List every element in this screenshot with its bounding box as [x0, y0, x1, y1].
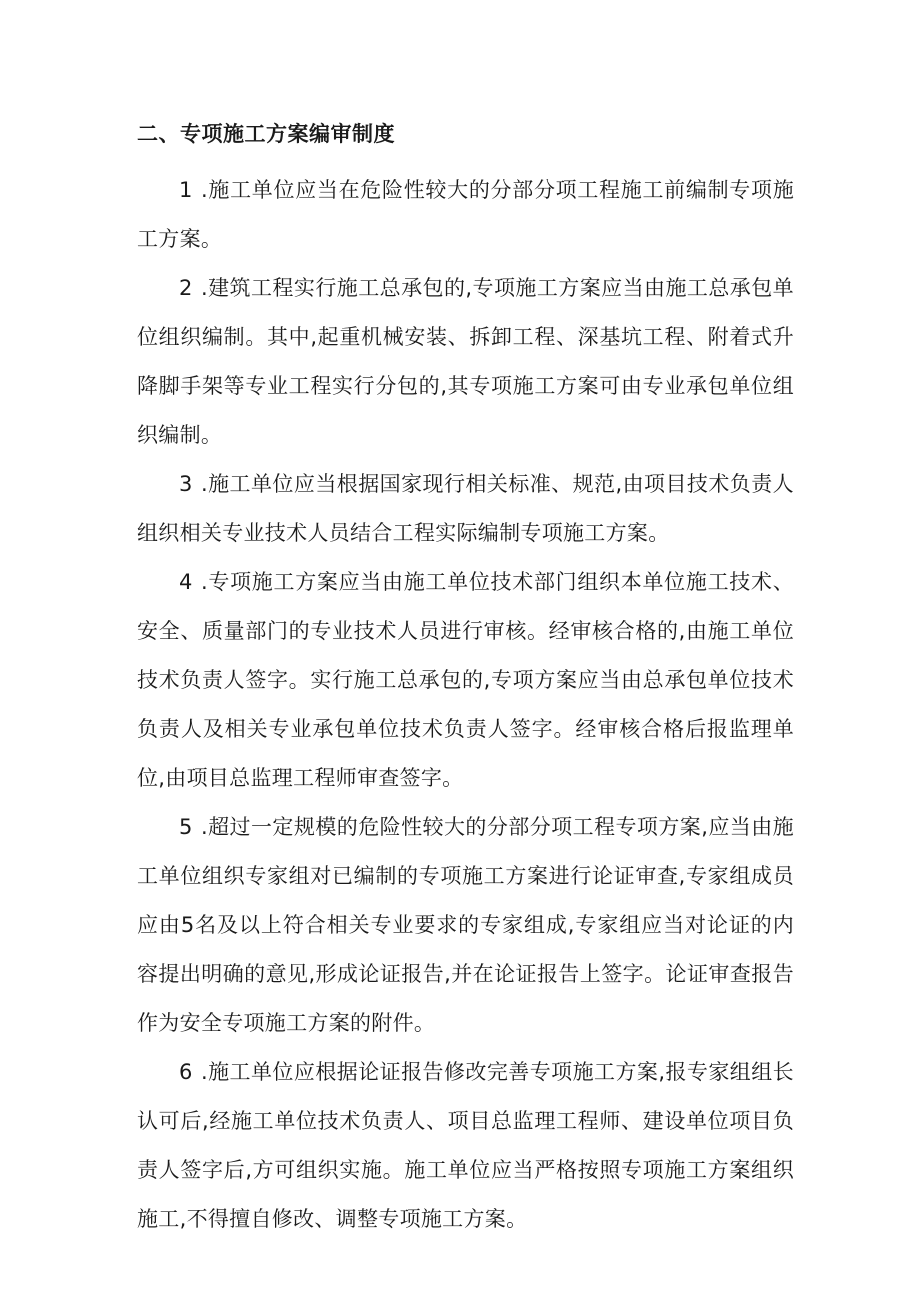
paragraph-1	[137, 166, 794, 264]
paragraph-text: .专项施工方案应当由施工单位技术部门组织本单位施工技术、安全、质量部门的专业技术人员进行审核。经审核合格的,由施工单位技术负责人签字。实行施工总承包的,专项方案应当由总承包单位技术负责人及相关专业承包单位技术负责人签字。经审核合格后报监理单位,由项目总监理工程师审查签字。	[137, 570, 794, 790]
paragraph-2	[137, 264, 794, 460]
paragraph-text: .建筑工程实行施工总承包的,专项施工方案应当由施工总承包单位组织编制。其中,起重机械安装、拆卸工程、深基坑工程、附着式升降脚手架等专业工程实行分包的,其专项施工方案可由专业承包单位组织编制。	[137, 276, 794, 447]
paragraph-text: .施工单位应当根据国家现行相关标准、规范,由项目技术负责人组织相关专业技术人员结合工程实际编制专项施工方案。	[137, 472, 794, 545]
paragraph-number: 2	[179, 276, 193, 300]
paragraph-number: 1	[179, 178, 193, 202]
paragraph-number: 6	[179, 1060, 193, 1084]
paragraph-5	[137, 803, 794, 1048]
paragraph-6	[137, 1048, 794, 1244]
paragraph-number: 3	[179, 472, 193, 496]
paragraph-text: .施工单位应根据论证报告修改完善专项施工方案,报专家组组长认可后,经施工单位技术负责人、项目总监理工程师、建设单位项目负责人签字后,方可组织实施。施工单位应当严格按照专项施工方案组织施工,不得擅自修改、调整专项施工方案。	[137, 1060, 794, 1231]
paragraph-text: .施工单位应当在危险性较大的分部分项工程施工前编制专项施工方案。	[137, 178, 794, 251]
paragraph-3	[137, 460, 794, 558]
paragraph-4	[137, 558, 794, 803]
paragraph-number: 5	[179, 815, 193, 839]
paragraph-text: .超过一定规模的危险性较大的分部分项工程专项方案,应当由施工单位组织专家组对已编制的专项施工方案进行论证审查,专家组成员应由5名及以上符合相关专业要求的专家组成,专家组应当对论证的内容提出明确的意见,形成论证报告,并在论证报告上签字。论证审查报告作为安全专项施工方案的附件。	[137, 815, 794, 1035]
section-heading: 二、专项施工方案编审制度	[137, 122, 395, 146]
paragraph-number: 4	[179, 570, 193, 594]
